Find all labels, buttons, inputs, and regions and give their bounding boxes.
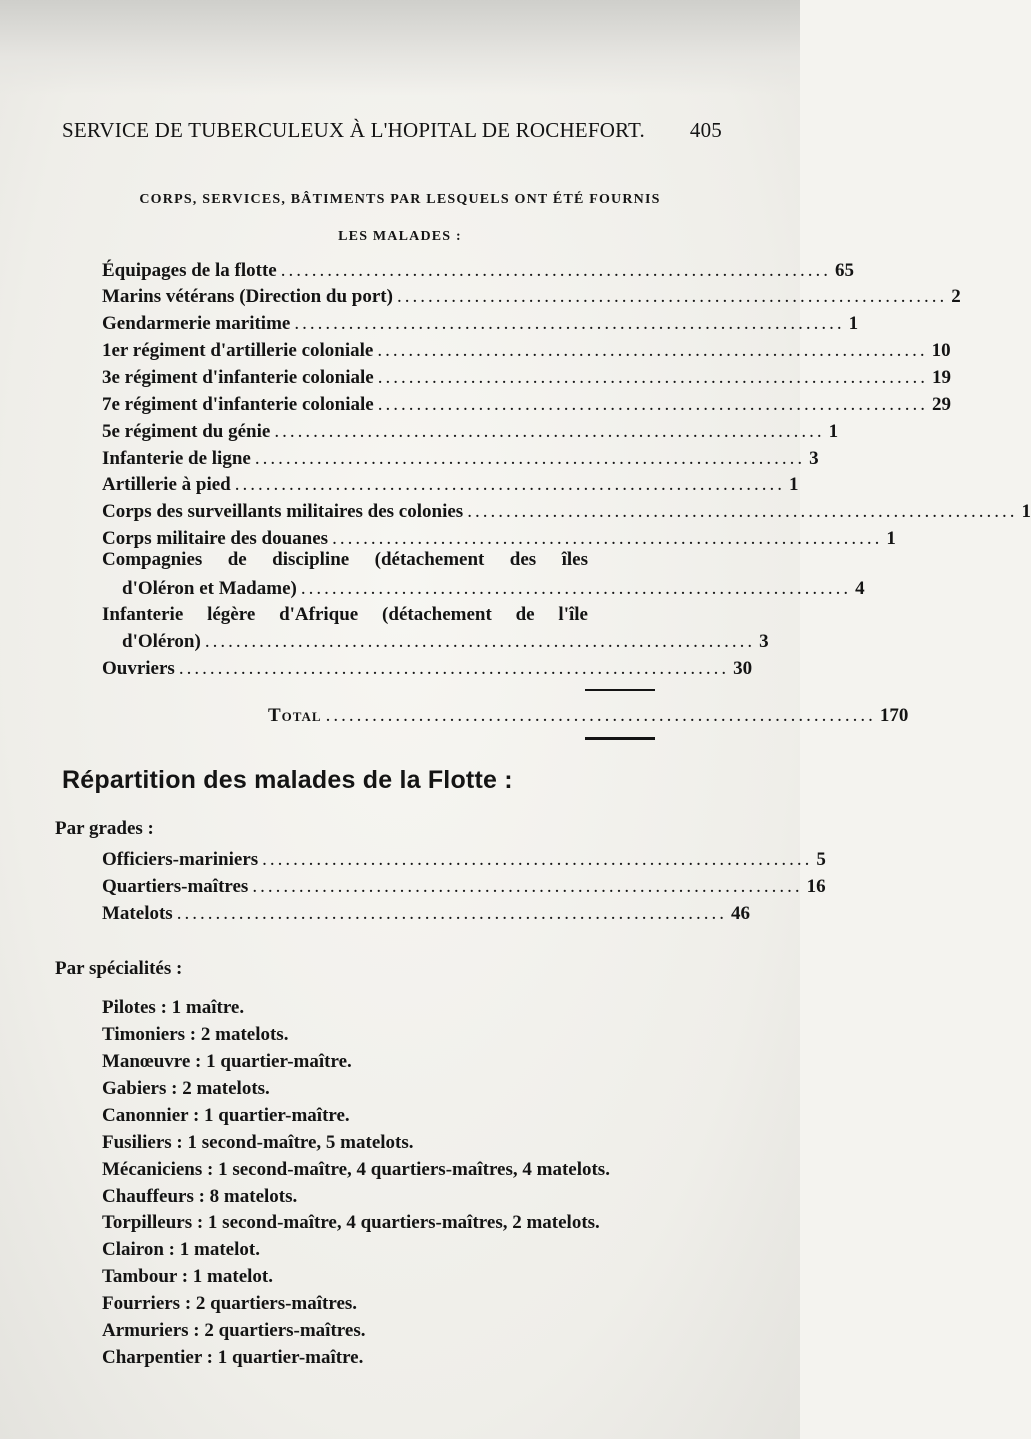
- leader-dots: .......................................................................: [377, 394, 928, 415]
- table-row: [102, 874, 826, 900]
- leader-dots: .......................................................................: [254, 448, 806, 469]
- row-value: 4: [855, 578, 865, 599]
- table-row: [102, 284, 961, 310]
- row-label: 3e régiment d'infanterie coloniale: [102, 367, 374, 388]
- leader-dots: .......................................................................: [300, 578, 852, 599]
- row-value: 3: [759, 631, 769, 652]
- leader-dots: .......................................................................: [294, 313, 845, 334]
- leader-dots: .......................................................................: [262, 849, 813, 870]
- table-row: [102, 901, 750, 927]
- leader-dots: .......................................................................: [332, 528, 883, 549]
- row-value: 3: [809, 448, 819, 469]
- list-item: Mécaniciens : 1 second-maître, 4 quartiers-maîtres, 4 matelots.: [102, 1159, 610, 1180]
- row-value: 30: [733, 658, 753, 679]
- table-row: [102, 472, 799, 498]
- list-item: Pilotes : 1 maître.: [102, 997, 245, 1018]
- corps-title-line2: LES MALADES :: [338, 229, 462, 244]
- list-item: Armuriers : 2 quartiers-maîtres.: [102, 1320, 366, 1341]
- row-label: 7e régiment d'infanterie coloniale: [102, 394, 374, 415]
- leader-dots: .......................................................................: [467, 501, 1018, 522]
- leader-dots: .......................................................................: [234, 474, 785, 495]
- table-row: [102, 499, 1031, 525]
- scan-shadow: [0, 0, 800, 95]
- table-row: [102, 258, 854, 284]
- row-label: Équipages de la flotte: [102, 260, 277, 281]
- list-item: Gabiers : 2 matelots.: [102, 1078, 270, 1099]
- total-label: Total: [268, 705, 322, 726]
- total-value: 170: [879, 705, 909, 726]
- table-row: [102, 311, 859, 337]
- table-row: [122, 629, 769, 655]
- row-value: 1: [789, 474, 799, 495]
- list-item: Chauffeurs : 8 matelots.: [102, 1186, 298, 1207]
- leader-dots: .......................................................................: [325, 705, 876, 726]
- row-label: Matelots: [102, 903, 173, 924]
- list-item: Torpilleurs : 1 second-maître, 4 quartiers-maîtres, 2 matelots.: [102, 1212, 600, 1233]
- list-item: Manœuvre : 1 quartier-maître.: [102, 1051, 352, 1072]
- row-value: 5: [816, 849, 826, 870]
- table-row: [102, 392, 951, 418]
- leader-dots: .......................................................................: [280, 260, 831, 281]
- list-item: Timoniers : 2 matelots.: [102, 1024, 289, 1045]
- row-value: 65: [834, 260, 854, 281]
- row-label: 5e régiment du génie: [102, 421, 271, 442]
- leader-dots: .......................................................................: [176, 903, 727, 924]
- row-value: 1: [828, 421, 839, 442]
- row-label: 1er régiment d'artillerie coloniale: [102, 340, 374, 361]
- specialites-heading: Par spécialités :: [55, 958, 183, 979]
- leader-dots: .......................................................................: [274, 421, 825, 442]
- list-item: Fourriers : 2 quartiers-maîtres.: [102, 1293, 358, 1314]
- list-item: Fusiliers : 1 second-maître, 5 matelots.: [102, 1132, 414, 1153]
- table-row: [102, 365, 951, 391]
- grades-heading: Par grades :: [55, 818, 154, 839]
- total-row: [268, 703, 909, 729]
- corps-title-line1: CORPS, SERVICES, BÂTIMENTS PAR LESQUELS ONT ÉTÉ FOURNIS: [139, 192, 661, 207]
- list-item: Charpentier : 1 quartier-maître.: [102, 1347, 364, 1368]
- leader-dots: .......................................................................: [178, 658, 730, 679]
- row-value: 2: [951, 286, 961, 307]
- leader-dots: .......................................................................: [377, 340, 928, 361]
- list-item: Clairon : 1 matelot.: [102, 1239, 260, 1260]
- section-title: Répartition des malades de la Flotte :: [62, 766, 513, 794]
- table-row: [122, 576, 865, 602]
- row-label: Officiers-mariniers: [102, 849, 259, 870]
- row-value: 10: [931, 340, 951, 361]
- row-label: Infanterie de ligne: [102, 448, 251, 469]
- total-rule-bottom: [585, 737, 655, 740]
- leader-dots: .......................................................................: [396, 286, 948, 307]
- row-value: 29: [932, 394, 951, 415]
- table-row: [102, 446, 819, 472]
- running-title: SERVICE DE TUBERCULEUX À L'HOPITAL DE ROCHEFORT.: [62, 118, 645, 142]
- compagnies-line1: Compagnies de discipline (détachement des îles: [102, 549, 588, 570]
- row-value: 1: [1021, 501, 1031, 522]
- table-row: [102, 419, 839, 445]
- row-value: 19: [932, 367, 951, 388]
- table-row: [102, 847, 826, 873]
- table-row: [102, 656, 753, 682]
- row-value: 46: [730, 903, 750, 924]
- page-number: 405: [689, 118, 722, 142]
- row-label: Corps des surveillants militaires des colonies: [102, 501, 464, 522]
- leader-dots: .......................................................................: [252, 876, 803, 897]
- row-label: Marins vétérans (Direction du port): [102, 286, 393, 307]
- row-label: Ouvriers: [102, 658, 175, 679]
- leader-dots: .......................................................................: [377, 367, 928, 388]
- row-label: d'Oléron): [122, 631, 201, 652]
- row-value: 16: [806, 876, 826, 897]
- row-label: Quartiers-maîtres: [102, 876, 249, 897]
- table-row: [102, 338, 951, 364]
- row-label: Gendarmerie maritime: [102, 313, 291, 334]
- list-item: Tambour : 1 matelot.: [102, 1266, 273, 1287]
- row-label: Corps militaire des douanes: [102, 528, 329, 549]
- list-item: Canonnier : 1 quartier-maître.: [102, 1105, 350, 1126]
- total-rule-top: [585, 689, 655, 691]
- running-header: [62, 118, 722, 143]
- row-label: Artillerie à pied: [102, 474, 231, 495]
- row-value: 1: [848, 313, 859, 334]
- afrique-line1: Infanterie légère d'Afrique (détachement de l'île: [102, 604, 588, 625]
- row-value: 1: [886, 528, 896, 549]
- leader-dots: .......................................................................: [204, 631, 756, 652]
- row-label: d'Oléron et Madame): [122, 578, 297, 599]
